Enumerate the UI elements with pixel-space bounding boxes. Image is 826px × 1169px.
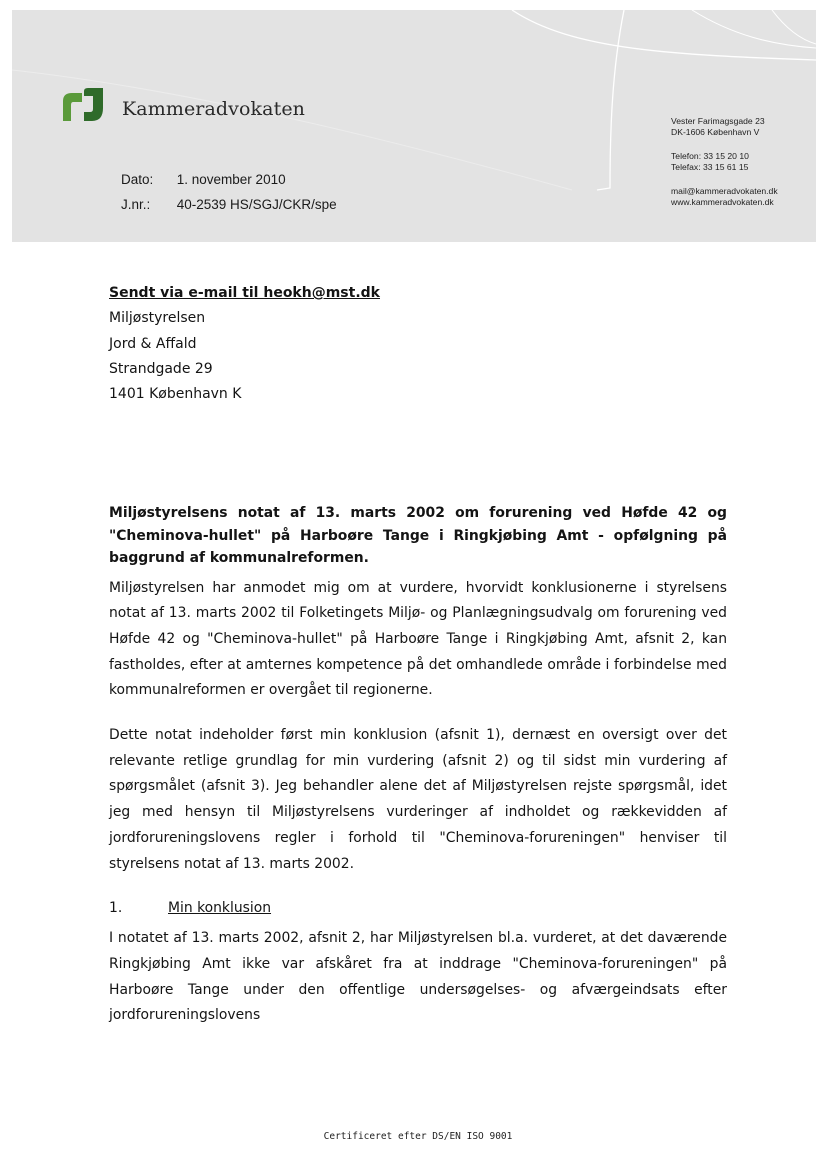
contact-web[interactable]: www.kammeradvokaten.dk bbox=[671, 196, 774, 207]
section-title: Min konklusion bbox=[168, 900, 272, 917]
section-heading bbox=[109, 896, 727, 920]
contact-fax: Telefax: 33 15 61 15 bbox=[671, 161, 749, 172]
recipient-line: Jord & Affald bbox=[109, 335, 197, 352]
memo-paragraph: Dette notat indeholder først min konklusion (afsnit 1), dernæst en oversigt over det relevante retlige grundlag for min vurdering (afsnit 2) og til sidst min vurdering af spørgsmålet (afsnit 3). Jeg behandler alene det af Miljøstyrelsen rejste spørgsmål, idet jeg med hensyn til Miljøstyrelsens vurderinger af indholdet og rækkevidden af jordforureningslovens regler i forhold til "Cheminova-forureningen" henviser til styrelsens notat af 13. marts 2002. bbox=[109, 727, 727, 872]
recipient-block bbox=[109, 285, 380, 411]
letterhead-band bbox=[12, 10, 816, 242]
recipient-line: Strandgade 29 bbox=[109, 360, 213, 377]
date-value: 1. november 2010 bbox=[176, 172, 286, 187]
certification-footer: Certificeret efter DS/EN ISO 9001 bbox=[323, 1131, 513, 1142]
brand-name: Kammeradvokaten bbox=[122, 98, 306, 120]
memo-body bbox=[109, 502, 727, 1048]
kammeradvokaten-logo-icon bbox=[62, 88, 104, 124]
contact-street: Vester Farimagsgade 23 bbox=[671, 116, 765, 126]
contact-city: DK-1606 København V bbox=[671, 126, 760, 137]
date-row bbox=[121, 172, 337, 197]
recipient-line: 1401 København K bbox=[109, 386, 242, 403]
send-via-line: Sendt via e-mail til heokh@mst.dk bbox=[109, 285, 380, 301]
date-label: Dato: bbox=[121, 172, 154, 187]
reference-row bbox=[121, 197, 337, 222]
recipient-line: Miljøstyrelsen bbox=[109, 310, 206, 327]
memo-title: Miljøstyrelsens notat af 13. marts 2002 om forurening ved Høfde 42 og "Cheminova-hullet" på Harboøre Tange i Ringkjøbing Amt - opfølgning på baggrund af kommunalreformen. bbox=[109, 505, 727, 566]
reference-value: 40-2539 HS/SGJ/CKR/spe bbox=[176, 197, 337, 212]
section-number: 1. bbox=[109, 900, 123, 917]
contact-block bbox=[671, 116, 778, 207]
section-paragraph: I notatet af 13. marts 2002, afsnit 2, har Miljøstyrelsen bl.a. vurderet, at det daværende Ringkjøbing Amt ikke var afskåret fra at inddrage "Cheminova-forureningen" på Harboøre Tange under den offentlige undersøgelses- og afværgeindsats efter jordforureningslovens bbox=[109, 930, 727, 1024]
reference-label: J.nr.: bbox=[121, 197, 151, 212]
memo-paragraph: Miljøstyrelsen har anmodet mig om at vurdere, hvorvidt konklusionerne i styrelsens notat af 13. marts 2002 til Folketingets Miljø- og Planlægningsudvalg om forurening ved Høfde 42 og "Cheminova-hullet" på Harboøre Tange i Ringkjøbing Amt, afsnit 2, kan fastholdes, efter at amternes kompetence på det omhandlede område i forbindelse med kommunalreformen er overgået til regionerne. bbox=[109, 579, 727, 699]
document-meta bbox=[121, 172, 337, 222]
contact-phone: Telefon: 33 15 20 10 bbox=[671, 151, 749, 161]
contact-email[interactable]: mail@kammeradvokaten.dk bbox=[671, 186, 778, 196]
